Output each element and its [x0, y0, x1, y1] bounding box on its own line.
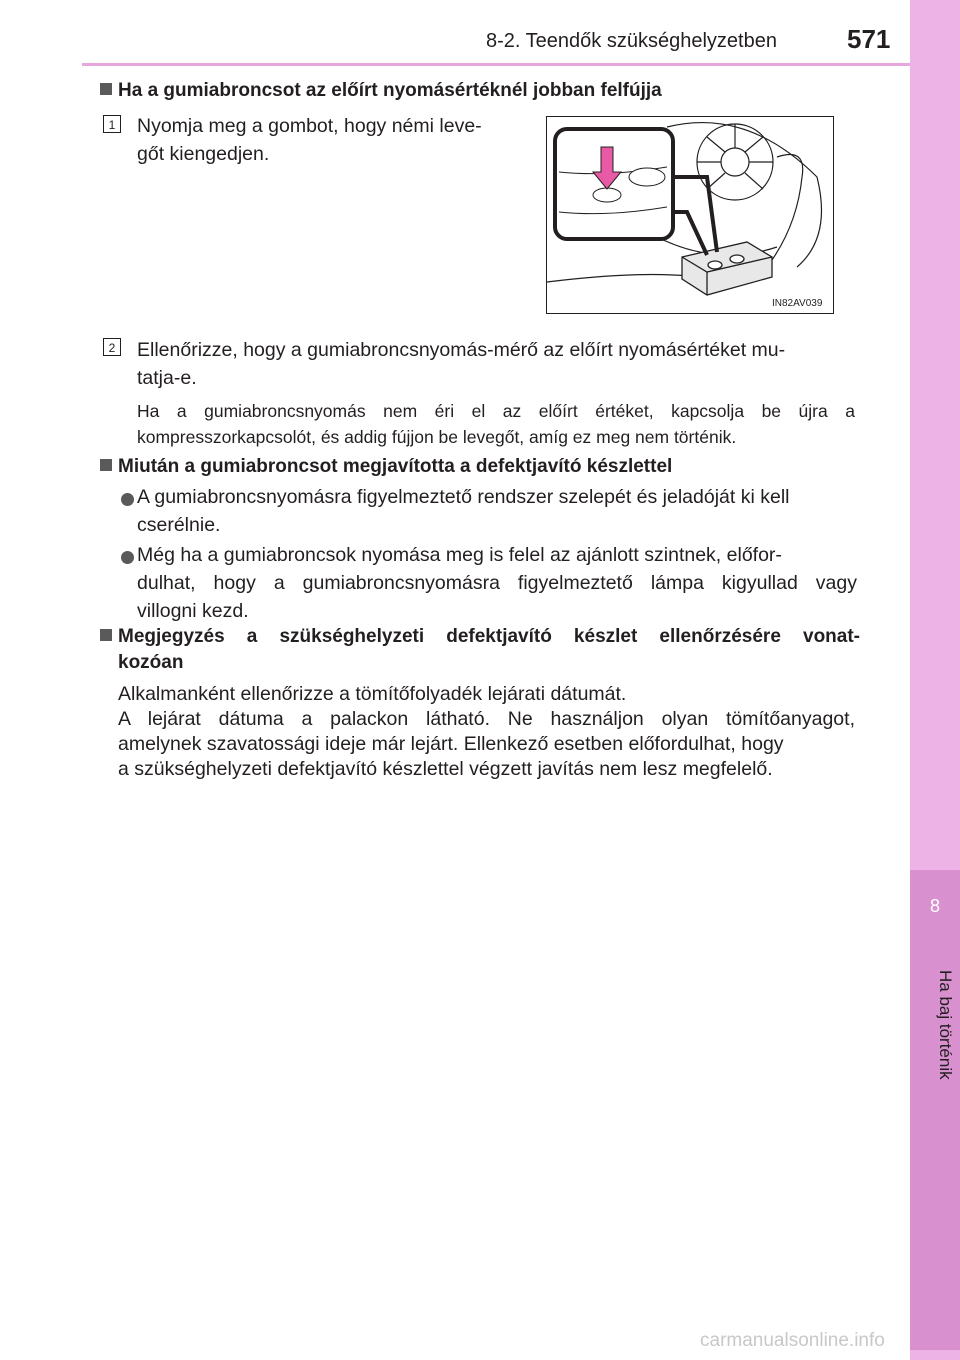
square-bullet-icon [100, 459, 112, 471]
compressor-illustration [546, 116, 834, 314]
bullet1-line1: A gumiabroncsnyomásra figyelmeztető rendszer szelepét és jeladóját ki kell [137, 486, 790, 508]
step-number-2: 2 [103, 338, 121, 356]
section-title: 8-2. Teendők szükséghelyzetben [486, 30, 777, 52]
heading-text: Miután a gumiabroncsot megjavította a defektjavító készlettel [118, 456, 673, 477]
step-number-1: 1 [103, 115, 121, 133]
compressor-drawing [547, 117, 832, 312]
kit-check-line2: A lejárat dátuma a palackon látható. Ne használjon olyan tömítőanyagot, [118, 708, 855, 730]
section-heading-kit-check [100, 626, 860, 648]
step1-line2: gőt kiengedjen. [137, 143, 270, 165]
bullet-dot-icon [121, 493, 134, 506]
header-divider [82, 63, 910, 66]
chapter-title-text: Ha baj történik [936, 970, 955, 1080]
page-number: 571 [847, 24, 891, 54]
section-heading-kit-check-line2: kozóan [118, 652, 184, 673]
chapter-title [935, 970, 955, 1100]
note-line2: kompresszorkapcsolót, és addig fújjon be levegőt, amíg ez meg nem történik. [137, 427, 737, 447]
heading-text: Megjegyzés a szükséghelyzeti defektjavító készlet ellenőrzésére vonat- [118, 626, 860, 647]
bullet-dot-icon [121, 551, 134, 564]
kit-check-line1: Alkalmanként ellenőrizze a tömítőfolyadék lejárati dátumát. [118, 683, 627, 705]
heading-text: Ha a gumiabroncsot az előírt nyomásértéknél jobban felfújja [118, 80, 662, 101]
bullet1-line2: cserélnie. [137, 514, 221, 536]
chapter-number: 8 [929, 896, 940, 916]
note-line1: Ha a gumiabroncsnyomás nem éri el az előírt értéket, kapcsolja be újra a [137, 401, 855, 421]
chapter-side-tab-active [910, 870, 960, 1350]
section-heading-overinflated [100, 80, 662, 102]
figure-id: IN82AV039 [772, 298, 823, 309]
section-heading-after-repair [100, 456, 672, 478]
square-bullet-icon [100, 629, 112, 641]
bullet2-line2: dulhat, hogy a gumiabroncsnyomásra figyelmeztető lámpa kigyullad vagy [137, 572, 857, 594]
kit-check-line4: a szükséghelyzeti defektjavító készlettel végzett javítás nem lesz megfelelő. [118, 758, 773, 780]
bullet2-line3: villogni kezd. [137, 600, 249, 622]
step1-line1: Nyomja meg a gombot, hogy némi leve- [137, 115, 482, 137]
square-bullet-icon [100, 83, 112, 95]
kit-check-line3: amelynek szavatossági ideje már lejárt. Ellenkező esetben előfordulhat, hogy [118, 733, 784, 755]
bullet2-line1: Még ha a gumiabroncsok nyomása meg is felel az ajánlott szintnek, előfor- [137, 544, 782, 566]
watermark: carmanualsonline.info [700, 1330, 885, 1351]
step2-line2: tatja-e. [137, 367, 197, 389]
step2-line1: Ellenőrizze, hogy a gumiabroncsnyomás-mérő az előírt nyomásértéket mu- [137, 339, 786, 361]
